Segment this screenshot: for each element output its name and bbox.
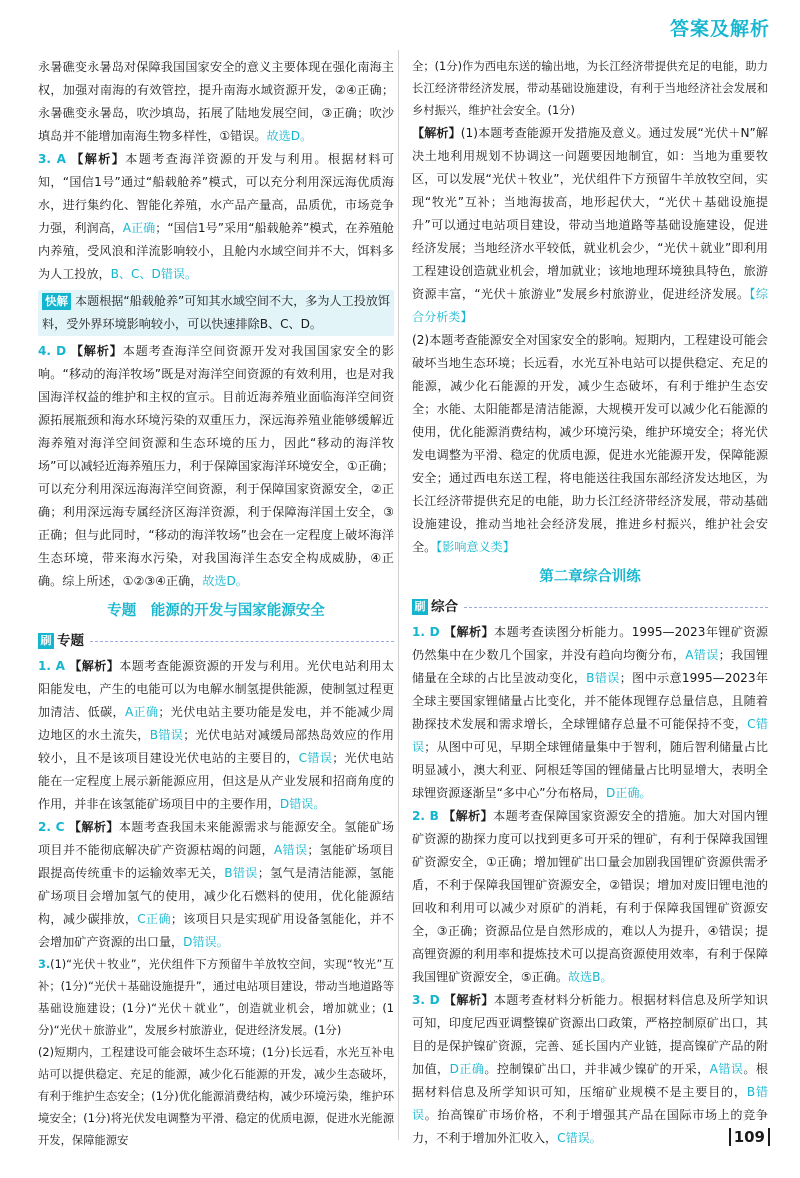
- section-label: 综合: [431, 598, 458, 615]
- column-divider: [398, 50, 399, 1140]
- energy-answer-2: 2. C 【解析】本题考查我国未来能源需求与能源安全。氢能矿场项目并不能彻底解决矿产资源枯竭的问题，A错误；氢能矿场项目跟提高传统重卡的运输效率无关，B错误；氢气是清洁能源，氢能矿场项目会增加氢气的使用，减少化石燃料的使用，优化能源结构，减少碳排放，C正确；该项目只是实现矿用设备氢能化，并不会增加矿产资源的出口量，D错误。: [38, 820, 394, 949]
- header-title: 答案及解析: [669, 18, 770, 40]
- comprehensive-answer-1: 1. D 【解析】本题考查读图分析能力。1995—2023年锂矿资源仍然集中在少数几个国家，并没有趋向均衡分布，A错误；我国锂储量在全球的占比呈波动变化，B错误；图中示意1995—2023年全球主要国家锂储量占比变化，并不能体现锂存总量信息，且随着勘探技术发展和需求增长，全球锂储存总量不可能保持不变，C错误；从图中可见，早期全球锂储量集中于智利，随后智利储量占比明显减小，澳大利亚、阿根廷等国的锂储量占比明显增大，表明全球锂资源逐渐呈“多中心”分布格局，D正确。: [412, 625, 768, 800]
- energy-answer-3-part2: (2)短期内，工程建设可能会破坏生态环境；(1分)长远看，水光互补电站可以提供稳定、充足的能源，减少化石能源的开发，减少生态破坏，有利于维护生态安全；(1分)优化能源消费结构，减少环境污染，维护环境安全；(1分)将光伏发电调整为平滑、稳定的优质电源，促进水光能源开发，保障能源安: [38, 1046, 394, 1147]
- topic-title: 专题 能源的开发与国家能源安全: [107, 603, 325, 619]
- section-dashed-line: [464, 607, 768, 608]
- answer-3: 3. A 【解析】本题考查海洋资源的开发与利用。根据材料可知，“国信1号”通过“船载舱养”模式，可以充分利用深远海优质海水，进行集约化、智能化养殖，水产品产量高，品质优，市场竞争力强，利润高，A正确；“国信1号”采用“船载舱养”模式，在养殖舱内养殖，受风浪和洋流影响较小，且舱内水域空间并不大，饵料多为人工投放，B、C、D错误。: [38, 152, 394, 281]
- section-label: 专题: [57, 632, 84, 649]
- page-number: 109: [729, 1128, 770, 1146]
- energy-answer-3-analysis: 【解析】(1)本题考查能源开发措施及意义。通过发展“光伏＋N”解决土地利用规划不协调这一问题要因地制宜，如：当地为重要牧区，可以发展“光伏＋牧业”，光伏组件下方预留牛羊放牧空间，实现“牧光”互补；当地海拔高，地形起伏大，“光伏＋基础设施提升”可以通过电站项目建设，带动当地道路等基础设施建设，促进经济发展；当地经济水平较低，就业机会少，“光伏＋就业”即利用工程建设创造就业机会，增加就业；该地地理环境独具特色，旅游资源丰富，“光伏＋旅游业”发展乡村旅游业，促进经济发展。【综合分析类】: [412, 126, 768, 324]
- section-header-comprehensive: [412, 595, 768, 619]
- energy-answer-3: 3.(1)“光伏＋牧业”，光伏组件下方预留牛羊放牧空间，实现“牧光”互补；(1分)“光伏＋基础设施提升”，通过电站项目建设，带动当地道路等基础设施建设；(1分)“光伏＋就业”，创造就业机会，增加就业；(1分)“光伏＋旅游业”，发展乡村旅游业，促进经济发展。(1分): [38, 958, 394, 1037]
- left-column: [38, 56, 394, 1152]
- chapter-title: 第二章综合训练: [539, 569, 641, 585]
- quick-solution-badge: 快解: [42, 293, 71, 310]
- energy-answer-3-continued: 全；(1分)作为西电东送的输出地，为长江经济带提供充足的电能，助力长江经济带经济发展，带动基础设施建设，有利于当地经济社会发展和乡村振兴，维护社会安全。(1分): [412, 60, 768, 117]
- comprehensive-answer-3: 3. D 【解析】本题考查材料分析能力。根据材料信息及所学知识可知，印度尼西亚调整镍矿资源出口政策，严格控制原矿出口，其目的是保护镍矿资源，完善、延长国内产业链，提高镍矿产品的附加值，D正确。控制镍矿出口，并非减少镍矿的开采，A错误。根据材料信息及所学知识可知，压缩矿业规模不是主要目的，B错误。抬高镍矿市场价格，不利于增强其产品在国际市场上的竞争力，不利于增加外汇收入，C错误。: [412, 993, 768, 1145]
- intro-paragraph: 永暑礁变永暑岛对保障我国国家安全的意义主要体现在强化南海主权，加强对南海的有效管控，提升南海水域资源开发，②④正确；永暑礁变永暑岛，吹沙填岛，拓展了陆地发展空间，③正确；吹沙填岛并不能增加南海生物多样性，①错误。故选D。: [38, 60, 394, 143]
- energy-answer-1: 1. A 【解析】本题考查能源资源的开发与利用。光伏电站利用太阳能发电，产生的电能可以为电解水制氢提供能源，使制氢过程更加清洁、低碳，A正确；光伏电站主要功能是发电，并不能减少周边地区的水土流失，B错误；光伏电站对减缓局部热岛效应的作用较小，且不是该项目建设光伏电站的主要目的，C错误；光伏电站能在一定程度上展示新能源应用，但这是从产业发展和招商角度的作用，并非在该氢能矿场项目中的主要作用，D错误。: [38, 659, 394, 811]
- energy-answer-3-analysis-2: (2)本题考查能源安全对国家安全的影响。短期内，工程建设可能会破坏当地生态环境；长远看，水光互补电站可以提供稳定、充足的能源，减少化石能源的开发，减少生态破坏，有利于维护生态安全；水能、太阳能都是清洁能源，大规模开发可以减少化石能源的使用，优化能源消费结构，减少环境污染，维护环境安全；将光伏发电调整为平滑、稳定的优质电源，促进水光能源开发，保障能源安全；通过西电东送工程，将电能送往我国东部经济发达地区，为长江经济带提供充足的电能，助力长江经济带经济发展，带动基础设施建设，推动当地社会经济发展，推进乡村振兴，维护社会安全。【影响意义类】: [412, 333, 768, 554]
- section-dashed-line: [90, 641, 394, 642]
- answer-4: 4. D 【解析】本题考查海洋空间资源开发对我国国家安全的影响。“移动的海洋牧场”既是对海洋空间资源的有效利用，也是对我国海洋权益的维护和主权的宣示。目前近海养殖业面临海洋空间资源拓展瓶颈和海水环境污染的双重压力，深远海养殖业能够缓解近海养殖对海洋空间资源和生态环境的压力，因此“移动的海洋牧场”可以减轻近海养殖压力，利于保障国家海洋环境安全，①正确；可以充分利用深远海海洋空间资源，利于保障国家资源安全，②正确；利用深远海专属经济区海洋资源，利于保障海洋国土安全，③正确；但与此同时，“移动的海洋牧场”也会在一定程度上破坏海洋生态环境，带来海水污染，对我国海洋生态安全构成威胁，④正确。综上所述，①②③④正确，故选D。: [38, 344, 394, 588]
- quick-solution-tip: 快解 本题根据“船载舱养”可知其水域空间不大，多为人工投放饵料，受外界环境影响较小，可以快速排除B、C、D。: [38, 290, 394, 336]
- right-column: [412, 56, 768, 1150]
- section-badge: 刷: [412, 599, 428, 615]
- section-header-topic: [38, 629, 394, 653]
- section-badge: 刷: [38, 633, 54, 649]
- comprehensive-answer-2: 2. B 【解析】本题考查保障国家资源安全的措施。加大对国内锂矿资源的勘探力度可以找到更多可开采的锂矿，有利于保障我国锂矿资源安全，①正确；增加锂矿出口量会加剧我国锂矿资源供需矛盾，不利于保障我国锂矿资源安全，②错误；增加对废旧锂电池的回收和利用可以减少对原矿的消耗，有利于保障我国锂矿资源安全，③正确；资源品位是自然形成的，难以人为提升，④错误；提高锂资源的利用率和提炼技术可以提高资源使用效率，有利于保障我国锂矿资源安全，⑤正确。故选B。: [412, 809, 768, 984]
